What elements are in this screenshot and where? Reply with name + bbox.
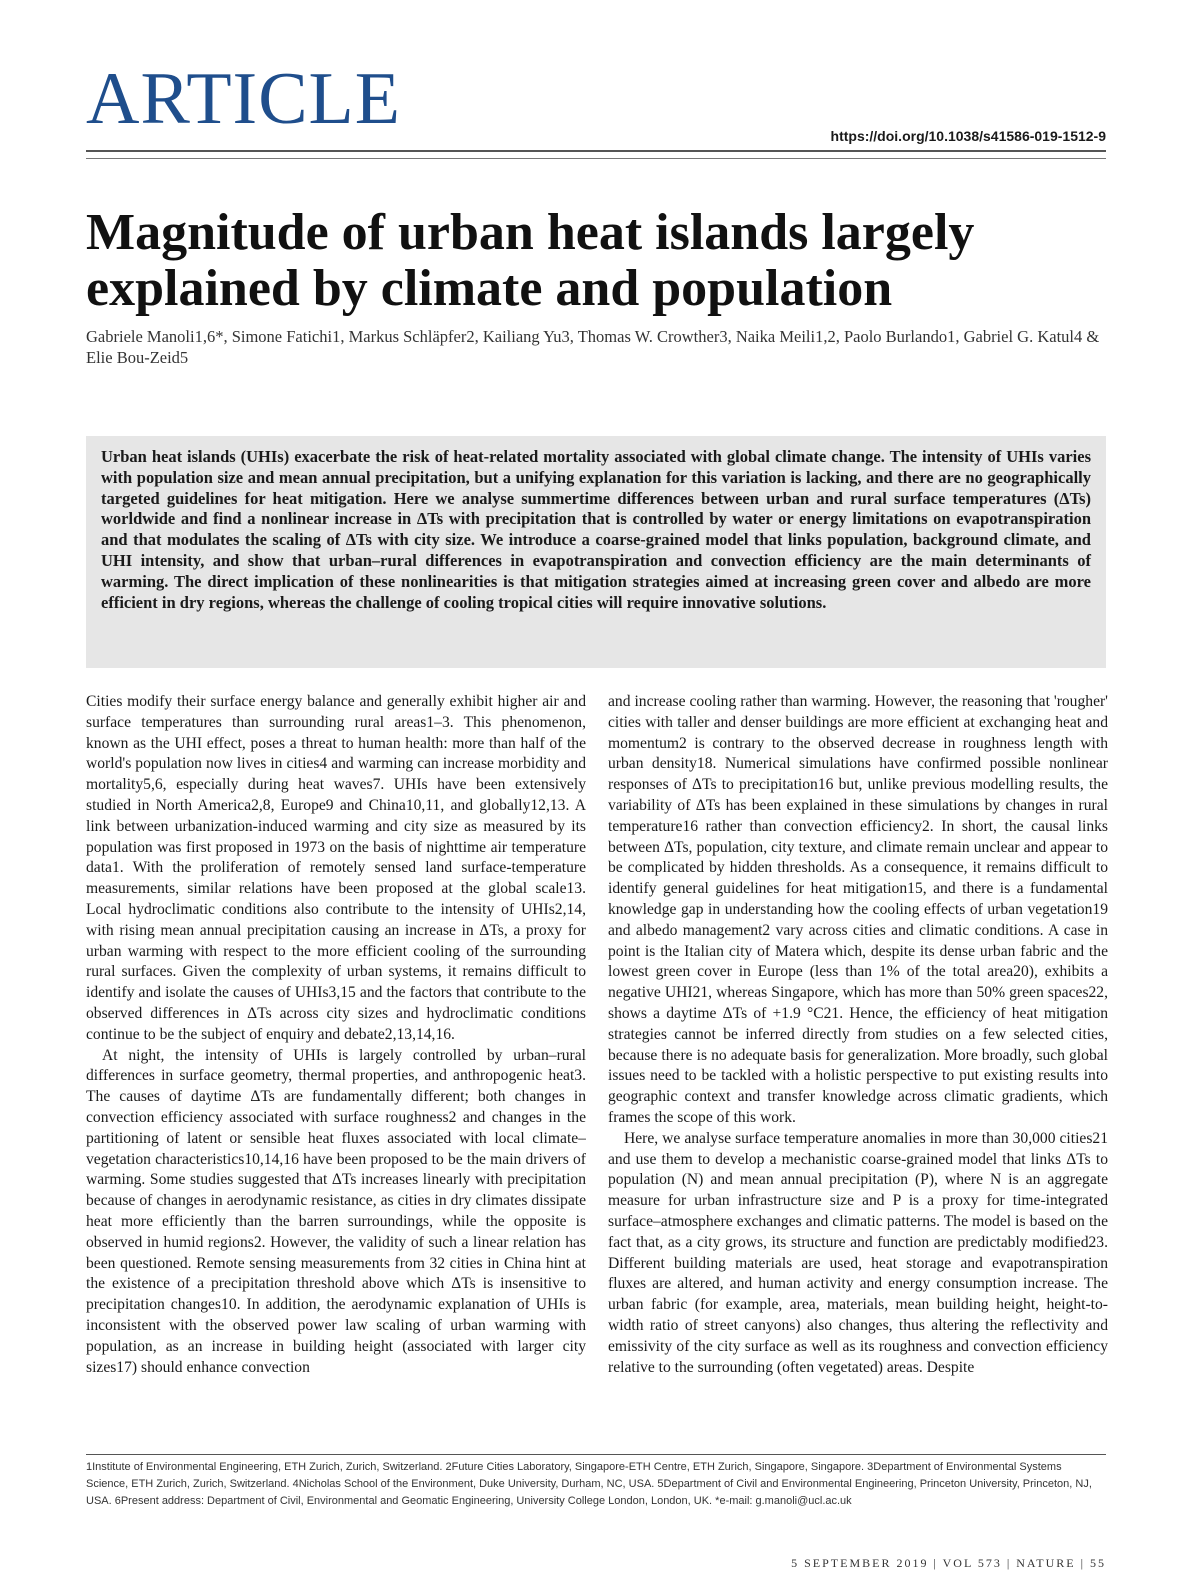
body-column-right (608, 692, 1108, 1442)
page-footer: 5 SEPTEMBER 2019 | VOL 573 | NATURE | 55 (791, 1556, 1106, 1570)
header-rule (86, 150, 1106, 159)
body-paragraph: Here, we analyse surface temperature anomalies in more than 30,000 cities21 and use them to develop a mechanistic coarse-grained model that links ΔTs to population (N) and mean annual precipitation (P), where N is an aggregate measure for urban infrastructure size and P is a proxy for time-integrated surface–atmosphere exchanges and climatic patterns. The model is based on the fact that, as a city grows, its structure and function are predictably modified23. Different building materials are used, heat storage and evapotranspiration fluxes are altered, and human activity and energy consumption increase. The urban fabric (for example, area, materials, mean building height, height-to-width ratio of street canyons) also changes, thus altering the reflectivity and emissivity of the city surface as well as its roughness and convection efficiency relative to the surrounding (often vegetated) areas. Despite (608, 1129, 1108, 1376)
article-title: Magnitude of urban heat islands largely explained by climate and population (86, 204, 975, 317)
author-list: Gabriele Manoli1,6*, Simone Fatichi1, Markus Schläpfer2, Kailiang Yu3, Thomas W. Crowther3, Naika Meili1,2, Paolo Burlando1, Gabriel G. Katul4 & Elie Bou-Zeid5 (86, 327, 1100, 367)
body-column-left (86, 692, 586, 1442)
affiliation-footnotes: 1Institute of Environmental Engineering, ETH Zurich, Zurich, Switzerland. 2Future Cities Laboratory, Singapore-ETH Centre, ETH Zurich, Singapore, Singapore. 3Department of Environmental Systems Science, ETH Zurich, Zurich, Switzerland. 4Nicholas School of the Environment, Duke University, Durham, NC, USA. 5Department of Civil and Environmental Engineering, Princeton University, Princeton, NJ, USA. 6Present address: Department of Civil, Environmental and Geomatic Engineering, University College London, London, UK. *e-mail: g.manoli@ucl.ac.uk (86, 1454, 1106, 1510)
article-kicker: ARTICLE (86, 58, 401, 140)
body-paragraph: At night, the intensity of UHIs is largely controlled by urban–rural differences in surface geometry, thermal properties, and anthropogenic heat3. The causes of daytime ΔTs are fundamentally different; both changes in convection efficiency associated with surface roughness2 and changes in the partitioning of latent or sensible heat fluxes associated with local climate–vegetation characteristics10,14,16 have been proposed to be the main drivers of warming. Some studies suggested that ΔTs increases linearly with precipitation because of changes in aerodynamic resistance, as cities in dry climates dissipate heat more efficiently than the barren surroundings, while the opposite is observed in humid regions2. However, the validity of such a linear relation has been questioned. Remote sensing measurements from 32 cities in China hint at the existence of a precipitation threshold above which ΔTs is insensitive to precipitation changes10. In addition, the aerodynamic explanation of UHIs is inconsistent with the observed power law scaling of urban warming with population, as an increase in building height (associated with larger city sizes17) should enhance convection (86, 1046, 586, 1376)
abstract-box: Urban heat islands (UHIs) exacerbate the risk of heat-related mortality associated with global climate change. The intensity of UHIs varies with population size and mean annual precipitation, but a unifying explanation for this variation is lacking, and there are no geographically targeted guidelines for heat mitigation. Here we analyse summertime differences between urban and rural surface temperatures (ΔTs) worldwide and find a nonlinear increase in ΔTs with precipitation that is controlled by water or energy limitations on evapotranspiration and that modulates the scaling of ΔTs with city size. We introduce a coarse-grained model that links population, background climate, and UHI intensity, and show that urban–rural differences in evapotranspiration and convection efficiency are the main determinants of warming. The direct implication of these nonlinearities is that mitigation strategies aimed at increasing green cover and albedo are more efficient in dry regions, whereas the challenge of cooling tropical cities will require innovative solutions. (86, 436, 1106, 668)
body-paragraph: Cities modify their surface energy balance and generally exhibit higher air and surface temperatures than surrounding rural areas1–3. This phenomenon, known as the UHI effect, poses a threat to human health: more than half of the world's population now lives in cities4 and warming can increase morbidity and mortality5,6, especially during heat waves7. UHIs have been extensively studied in North America2,8, Europe9 and China10,11, and globally12,13. A link between urbanization-induced warming and city size as measured by its population was first proposed in 1973 on the basis of nighttime air temperature data1. With the proliferation of remotely sensed land surface-temperature measurements, similar relations have been proposed at the global scale13. Local hydroclimatic conditions also contribute to the intensity of UHIs2,14, with rising mean annual precipitation causing an increase in ΔTs, a proxy for urban warming with respect to the more efficient cooling of the surrounding rural surfaces. Given the complexity of urban systems, it remains difficult to identify and isolate the causes of UHIs3,15 and the factors that contribute to the observed differences in ΔTs across city sizes and hydroclimatic conditions continue to be the subject of enquiry and debate2,13,14,16. (86, 693, 586, 1043)
doi-link[interactable]: https://doi.org/10.1038/s41586-019-1512-9 (830, 128, 1106, 144)
body-paragraph: and increase cooling rather than warming. However, the reasoning that 'rougher' cities with taller and denser buildings are more efficient at exchanging heat and momentum2 is contrary to the observed decrease in roughness length with urban density18. Numerical simulations have confirmed possible nonlinear responses of ΔTs to precipitation16 but, unlike previous modelling results, the variability of ΔTs has been explained in these simulations by changes in rural temperature16 rather than convection efficiency2. In short, the causal links between ΔTs, population, city texture, and climate remain unclear and appear to be complicated by hidden thresholds. As a consequence, it remains difficult to identify general guidelines for heat mitigation15, and there is a fundamental knowledge gap in understanding how the cooling effects of urban vegetation19 and albedo management2 vary across cities and climatic conditions. A case in point is the Italian city of Matera which, despite its dense urban fabric and the lowest green cover in Europe (less than 1% of the total area20), exhibits a negative UHI21, whereas Singapore, which has more than 50% green spaces22, shows a daytime ΔTs of +1.9 °C21. Hence, the efficiency of heat mitigation strategies cannot be inferred directly from studies on a few selected cities, because there is no adequate basis for generalization. More broadly, such global issues need to be tackled with a holistic perspective to put existing results into geographic context and transfer knowledge across climatic gradients, which frames the scope of this work. (608, 693, 1108, 1126)
